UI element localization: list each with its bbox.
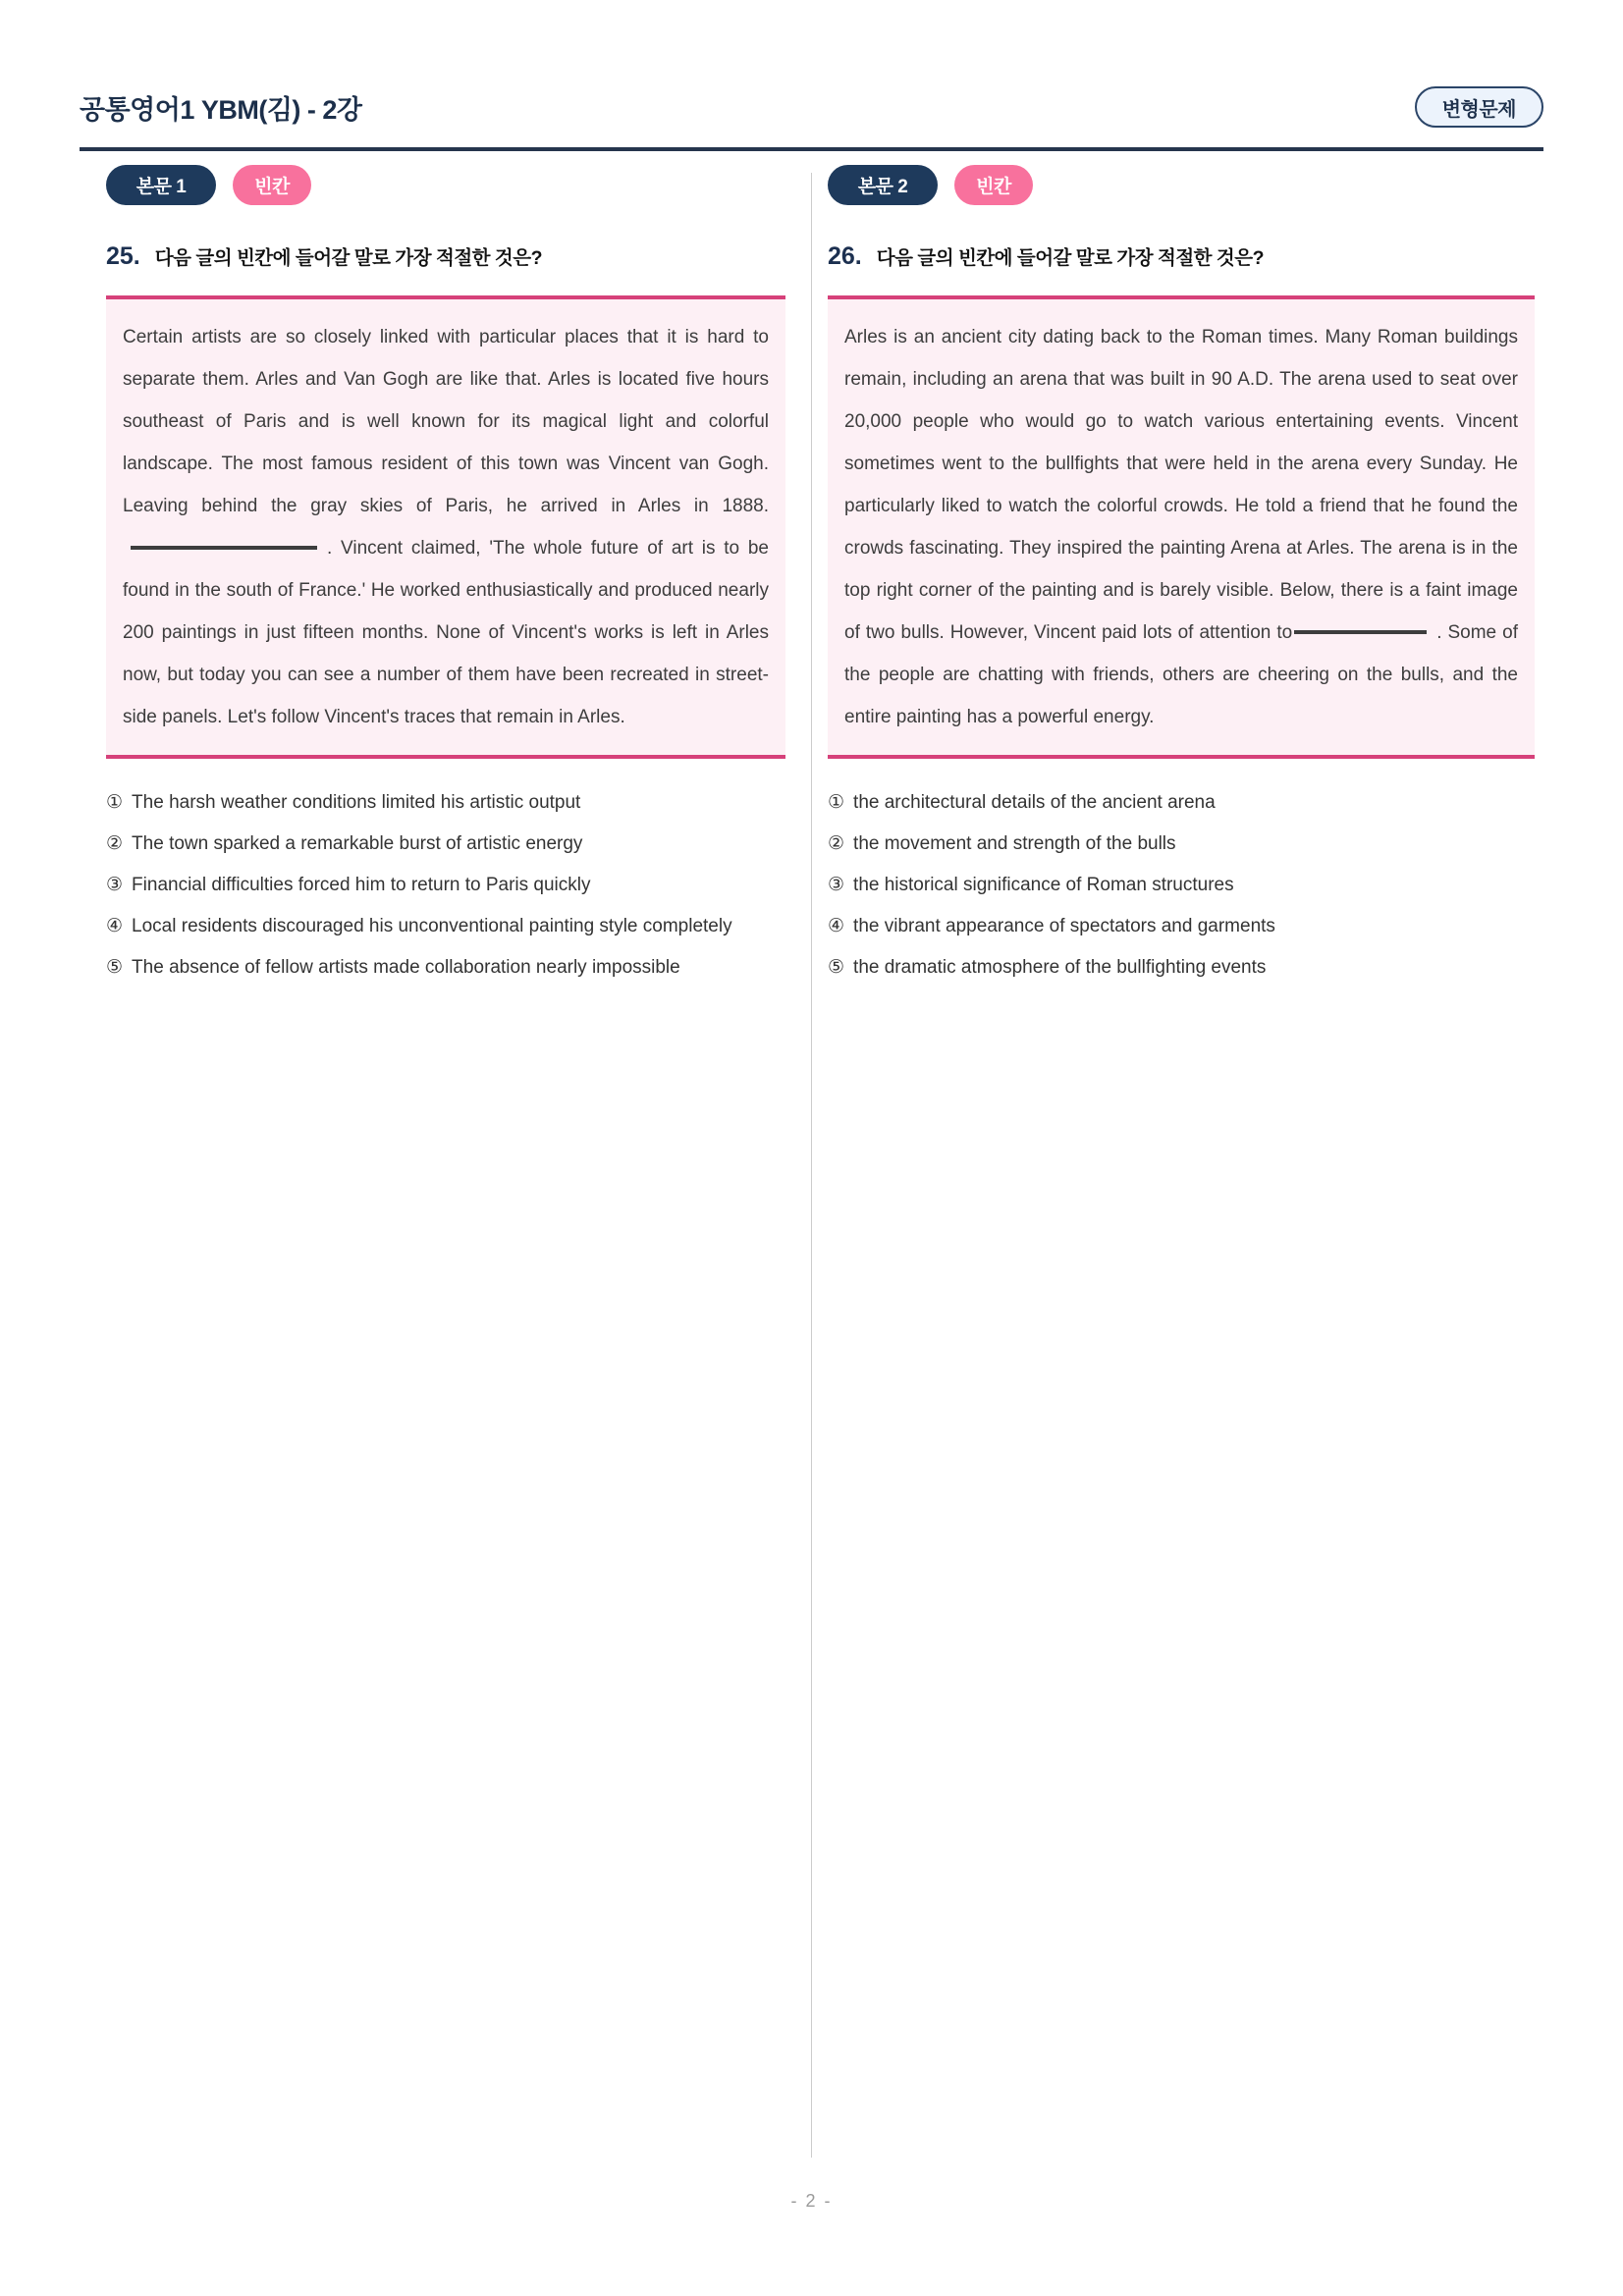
question-number: 26. (828, 242, 862, 270)
answer-options-list (106, 785, 785, 985)
passage-before-blank: Certain artists are so closely linked with particular places that it is hard to separate them. Arles and Van Gogh are like that. Arles is located five hours southeast of Paris and is well known for its magical light and colorful landscape. The most famous resident of this town was Vincent van Gogh. Leaving behind the gray skies of Paris, he arrived in Arles in 1888. (123, 327, 769, 516)
option-marker: ② (828, 833, 845, 854)
answer-option-5 (106, 950, 785, 985)
option-marker: ③ (106, 875, 124, 895)
option-text: the dramatic atmosphere of the bullfighting events (853, 957, 1267, 978)
passage-after-blank: . Vincent claimed, 'The whole future of art is to be found in the south of France.' He worked enthusiastically and produced nearly 200 paintings in just fifteen months. None of Vincent's works is left in Arles now, but today you can see a number of them have been recreated in street-side panels. Let's follow Vincent's traces that remain in Arles. (123, 538, 769, 727)
question-26-heading (828, 242, 1535, 271)
option-marker: ③ (828, 875, 845, 895)
option-text: The harsh weather conditions limited his artistic output (132, 792, 581, 813)
option-text: the movement and strength of the bulls (853, 833, 1176, 854)
option-marker: ② (106, 833, 124, 854)
passage-box (828, 295, 1535, 759)
fill-in-blank-line (1294, 630, 1427, 634)
option-text: the architectural details of the ancient arena (853, 792, 1216, 813)
passage-text (844, 316, 1518, 738)
answer-option-3 (106, 868, 785, 902)
answer-option-2 (106, 827, 785, 861)
source-text-badge: 본문 1 (106, 165, 216, 205)
answer-option-1 (106, 785, 785, 820)
question-25-badges (106, 165, 785, 205)
answer-options-list (828, 785, 1535, 985)
header-divider (80, 147, 1543, 151)
option-marker: ④ (828, 916, 845, 936)
option-marker: ① (106, 792, 124, 813)
column-divider (811, 173, 812, 2158)
option-marker: ① (828, 792, 845, 813)
passage-before-blank: Arles is an ancient city dating back to the Roman times. Many Roman buildings remain, including an arena that was built in 90 A.D. The arena used to seat over 20,000 people who would go to watch various entertaining events. Vincent sometimes went to the bullfights that were held in the arena every Sunday. He particularly liked to watch the colorful crowds. He told a friend that he found the crowds fascinating. They inspired the painting Arena at Arles. The arena is in the top right corner of the painting and is barely visible. Below, there is a faint image of two bulls. However, Vincent paid lots of attention to (844, 327, 1518, 643)
option-text: the historical significance of Roman structures (853, 875, 1234, 895)
answer-option-5 (828, 950, 1535, 985)
question-25-heading (106, 242, 785, 271)
passage-after-blank: . Some of the people are chatting with friends, others are cheering on the bulls, and the entire painting has a powerful energy. (844, 622, 1518, 727)
question-25-section (106, 165, 785, 991)
option-text: Financial difficulties forced him to return to Paris quickly (132, 875, 591, 895)
page-footer (0, 2191, 1623, 2212)
question-type-badge: 빈칸 (954, 165, 1033, 205)
page-number: - 2 - (790, 2191, 833, 2211)
option-text: The absence of fellow artists made collaboration nearly impossible (132, 957, 680, 978)
variant-problem-badge: 변형문제 (1415, 86, 1543, 128)
answer-option-3 (828, 868, 1535, 902)
question-26-section (828, 165, 1535, 991)
option-text: The town sparked a remarkable burst of artistic energy (132, 833, 583, 854)
page-title: 공통영어1 YBM(김) - 2강 (80, 94, 362, 125)
option-marker: ④ (106, 916, 124, 936)
question-number: 25. (106, 242, 140, 270)
answer-option-4 (828, 909, 1535, 943)
header (80, 0, 1543, 128)
passage-box (106, 295, 785, 759)
question-prompt: 다음 글의 빈칸에 들어갈 말로 가장 적절한 것은? (154, 247, 543, 269)
answer-option-4 (106, 909, 785, 943)
source-text-badge: 본문 2 (828, 165, 938, 205)
question-prompt: 다음 글의 빈칸에 들어갈 말로 가장 적절한 것은? (876, 247, 1265, 269)
option-text: the vibrant appearance of spectators and garments (853, 916, 1275, 936)
question-type-badge: 빈칸 (233, 165, 311, 205)
option-marker: ⑤ (106, 957, 124, 978)
option-text: Local residents discouraged his unconventional painting style completely (132, 916, 732, 936)
option-marker: ⑤ (828, 957, 845, 978)
answer-option-2 (828, 827, 1535, 861)
fill-in-blank-line (131, 546, 317, 550)
answer-option-1 (828, 785, 1535, 820)
question-26-badges (828, 165, 1535, 205)
passage-text (123, 316, 769, 738)
